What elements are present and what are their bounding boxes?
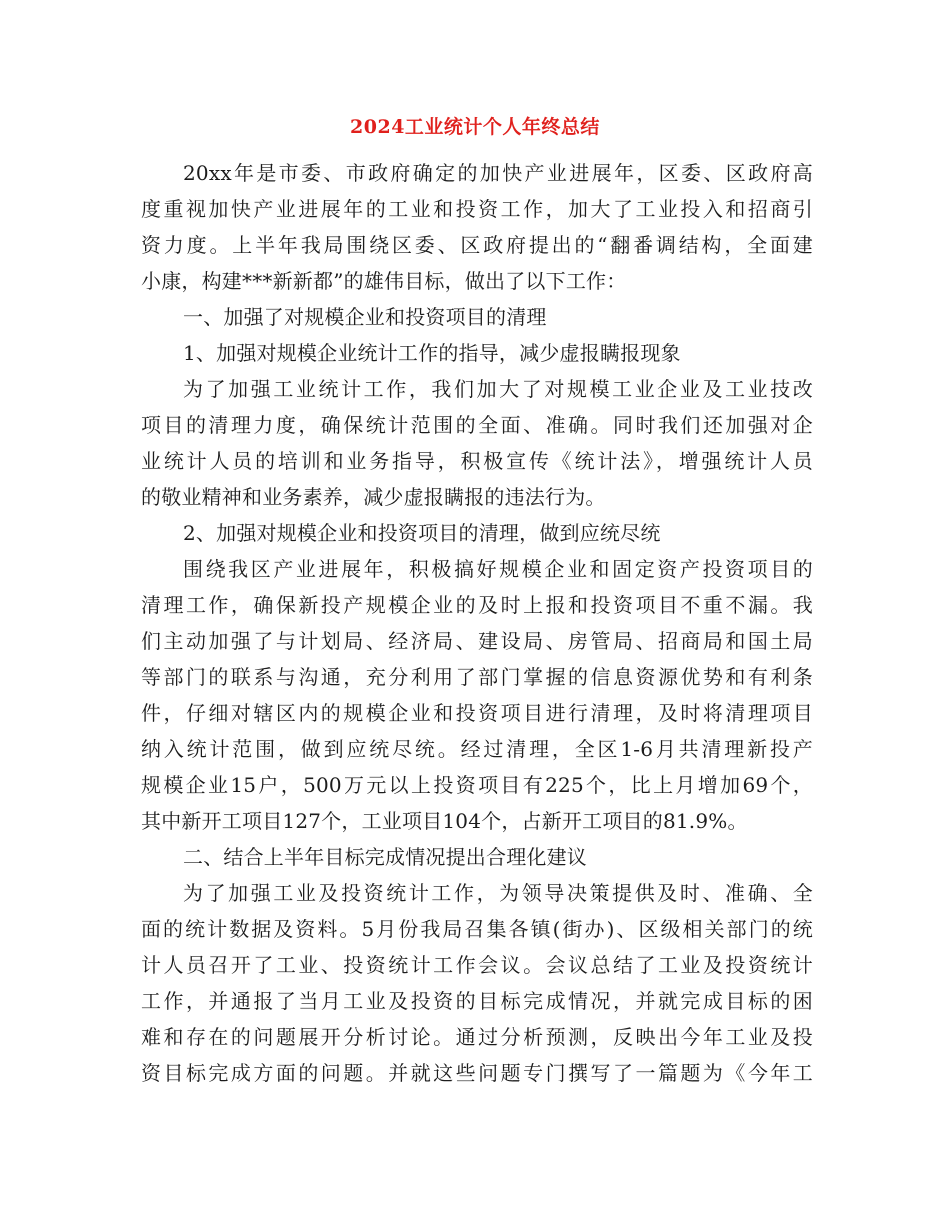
text-line: 项目的清理力度，确保统计范围的全面、准确。同时我们还加强对企 <box>141 413 813 437</box>
text-line: 等部门的联系与沟通，充分利用了部门掌握的信息资源优势和有利条 <box>141 665 813 689</box>
text-line: 难和存在的问题展开分析讨论。通过分析预测，反映出今年工业及投 <box>141 1025 813 1049</box>
text-line: 围绕我区产业进展年，积极搞好规模企业和固定资产投资项目的 <box>183 557 813 581</box>
text-line: 2、加强对规模企业和投资项目的清理，做到应统尽统 <box>183 521 661 545</box>
document-title: 2024工业统计个人年终总结 <box>350 116 600 138</box>
text-line: 纳入统计范围，做到应统尽统。经过清理，全区1-6月共清理新投产 <box>141 737 813 761</box>
text-line: 件，仔细对辖区内的规模企业和投资项目进行清理，及时将清理项目 <box>141 701 813 725</box>
text-line: 为了加强工业及投资统计工作，为领导决策提供及时、准确、全 <box>183 881 813 905</box>
text-line: 小康，构建***新新都”的雄伟目标，做出了以下工作： <box>141 269 627 293</box>
document-body <box>141 155 813 1091</box>
text-line: 二、结合上半年目标完成情况提出合理化建议 <box>183 845 587 869</box>
text-line: 一、加强了对规模企业和投资项目的清理 <box>183 305 547 329</box>
text-line: 工作，并通报了当月工业及投资的目标完成情况，并就完成目标的困 <box>141 989 813 1013</box>
text-line: 清理工作，确保新投产规模企业的及时上报和投资项目不重不漏。我 <box>141 593 813 617</box>
text-line: 为了加强工业统计工作，我们加大了对规模工业企业及工业技改 <box>183 377 813 401</box>
text-line: 们主动加强了与计划局、经济局、建设局、房管局、招商局和国土局 <box>141 629 813 653</box>
text-line: 度重视加快产业进展年的工业和投资工作，加大了工业投入和招商引 <box>141 197 813 221</box>
text-line: 资力度。上半年我局围绕区委、区政府提出的“翻番调结构，全面建 <box>141 233 813 257</box>
text-line: 规模企业15户，500万元以上投资项目有225个，比上月增加69个， <box>141 773 813 797</box>
text-line: 1、加强对规模企业统计工作的指导，减少虚报瞒报现象 <box>183 341 681 365</box>
text-line: 资目标完成方面的问题。并就这些问题专门撰写了一篇题为《今年工 <box>141 1061 813 1085</box>
text-line: 其中新开工项目127个，工业项目104个，占新开工项目的81.9%。 <box>141 809 748 833</box>
text-line: 的敬业精神和业务素养，减少虚报瞒报的违法行为。 <box>141 485 606 509</box>
text-line: 计人员召开了工业、投资统计工作会议。会议总结了工业及投资统计 <box>141 953 813 977</box>
text-line: 面的统计数据及资料。5月份我局召集各镇(街办)、区级相关部门的统 <box>141 917 813 941</box>
text-line: 业统计人员的培训和业务指导，积极宣传《统计法》，增强统计人员 <box>141 449 813 473</box>
text-line: 20xx年是市委、市政府确定的加快产业进展年，区委、区政府高 <box>183 161 813 185</box>
